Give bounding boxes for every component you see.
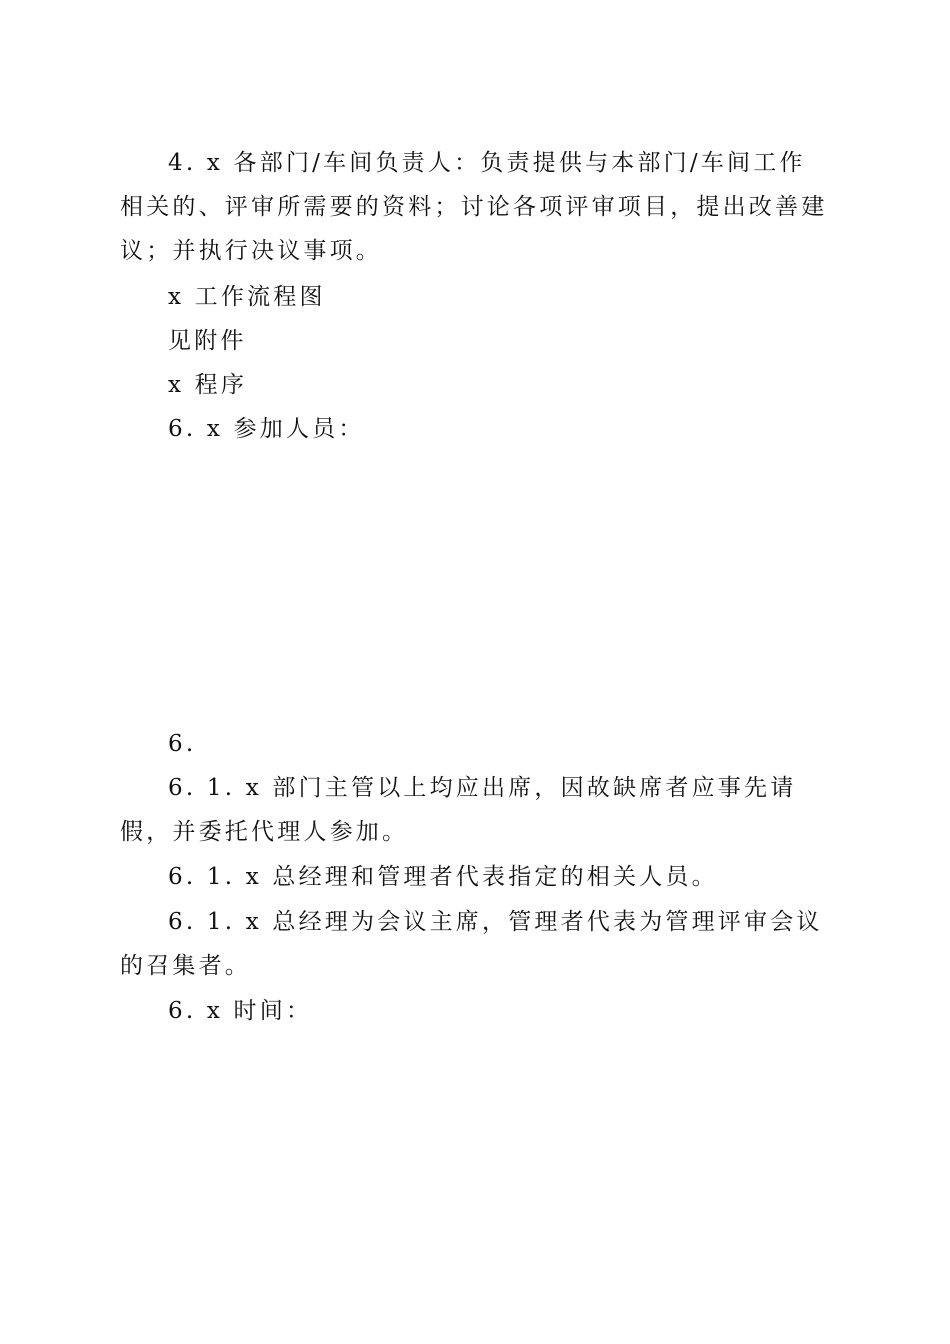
paragraph-attendance-rule: 6. 1. x 部门主管以上均应出席，因故缺席者应事先请假，并委托代理人参加。	[120, 775, 797, 845]
paragraph-workflow-heading: x 工作流程图	[168, 284, 326, 310]
paragraph-chairman: 6. 1. x 总经理为会议主席，管理者代表为管理评审会议的召集者。	[120, 909, 823, 979]
paragraph-procedure-heading: x 程序	[168, 372, 248, 398]
paragraph-time-heading: 6. x 时间：	[168, 998, 313, 1024]
paragraph-department-heads: 4. x 各部门/车间负责人：负责提供与本部门/车间工作相关的、评审所需要的资料；讨论各项评审项目，提出改善建议；并执行决议事项。	[120, 150, 828, 264]
paragraph-participants-heading: 6. x 参加人员：	[168, 416, 365, 442]
paragraph-see-attachment: 见附件	[168, 328, 247, 354]
paragraph-section-six: 6.	[168, 731, 197, 757]
paragraph-designated-persons: 6. 1. x 总经理和管理者代表指定的相关人员。	[168, 864, 718, 890]
